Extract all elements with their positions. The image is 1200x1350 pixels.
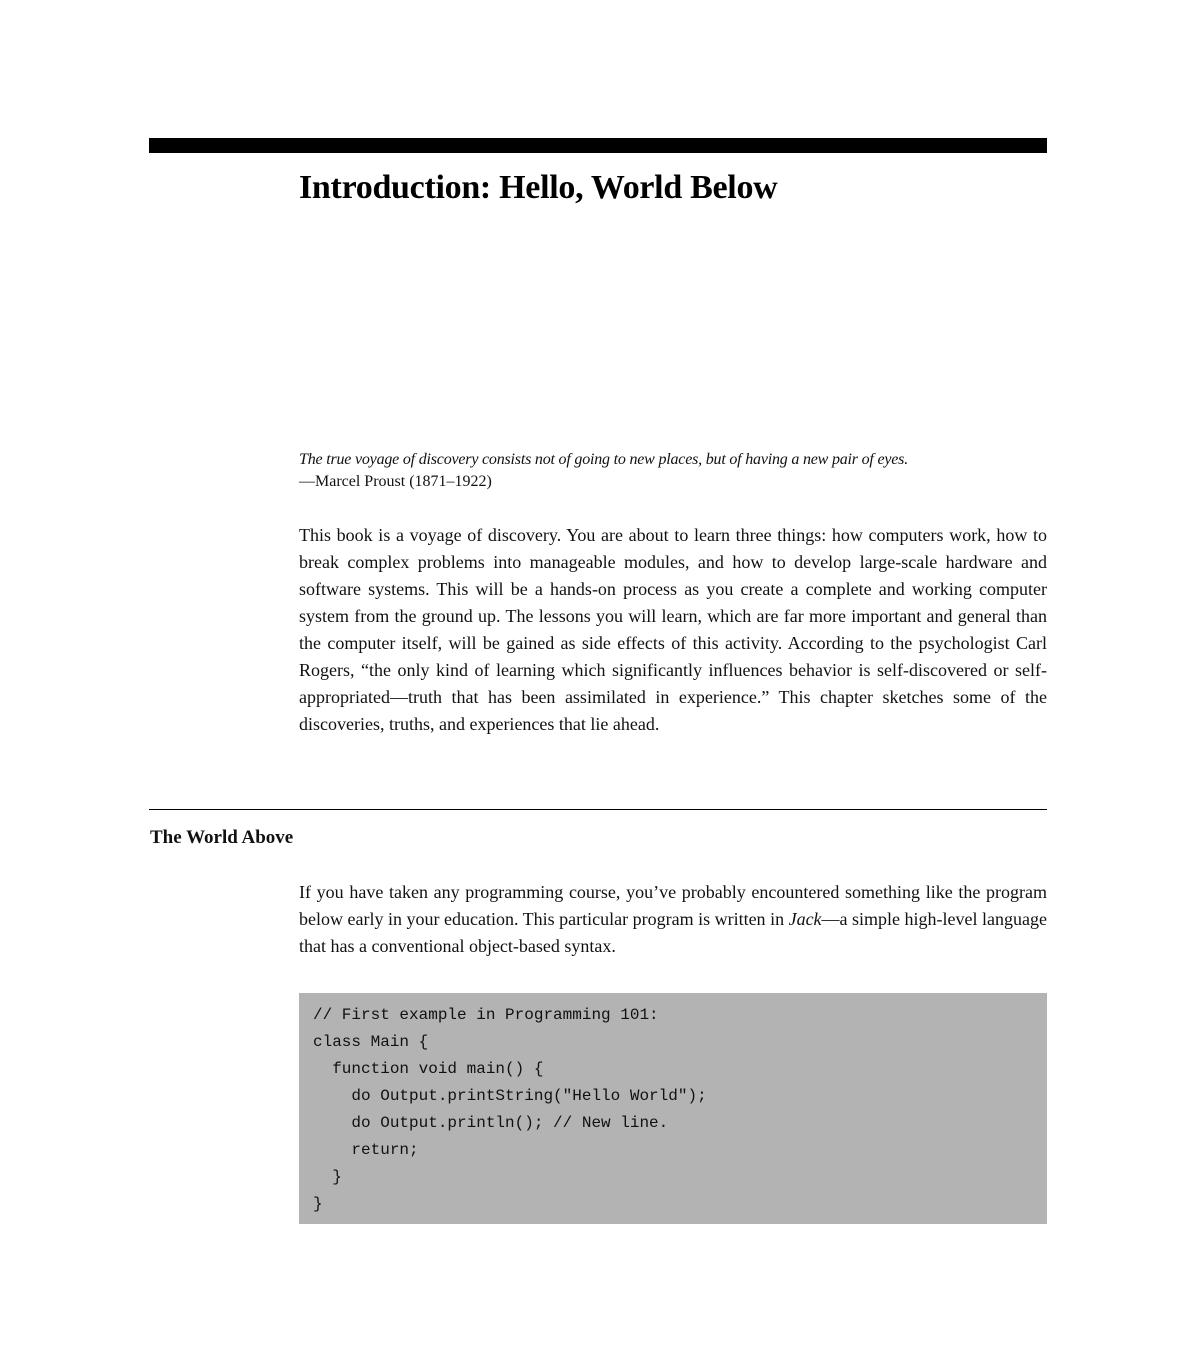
code-line: } bbox=[313, 1195, 323, 1213]
epigraph-quote: The true voyage of discovery consists not of going to new places, but of having a new pair of eyes. bbox=[299, 451, 908, 468]
section-heading: The World Above bbox=[150, 827, 294, 848]
code-line: do Output.println(); // New line. bbox=[313, 1114, 669, 1132]
section-paragraph-text-start: If you have taken any programming course, you’ve probably encountered something like the program below early in your education. This particular program is written in bbox=[299, 882, 1047, 929]
code-line: function void main() { bbox=[313, 1060, 544, 1078]
intro-paragraph: This book is a voyage of discovery. You are about to learn three things: how computers work, how to break complex problems into manageable modules, and how to develop large-scale hardware and software systems. This will be a hands-on process as you create a complete and working computer system from the ground up. The lessons you will learn, which are far more important and general than the computer itself, will be gained as side effects of this activity. According to the psychologist Carl Rogers, “the only kind of learning which significantly influences behavior is self-discovered or self-appropriated—truth that has been assimilated in experience.” This chapter sketches some of the discoveries, truths, and experiences that lie ahead. bbox=[299, 525, 1047, 734]
section-paragraph-text-end: —a simple high-level language that has a conventional object-based syntax. bbox=[299, 909, 1047, 956]
code-line: } bbox=[313, 1168, 342, 1186]
section-divider bbox=[149, 809, 1047, 810]
epigraph-attribution: —Marcel Proust (1871–1922) bbox=[299, 473, 492, 490]
chapter-title: Introduction: Hello, World Below bbox=[299, 169, 778, 206]
code-line: return; bbox=[313, 1141, 419, 1159]
code-line: // First example in Programming 101: bbox=[313, 1006, 659, 1024]
section-paragraph bbox=[299, 879, 1047, 960]
jack-language-emphasis: Jack bbox=[788, 909, 822, 929]
chapter-top-rule bbox=[149, 138, 1047, 153]
code-line: do Output.printString("Hello World"); bbox=[313, 1087, 707, 1105]
code-listing bbox=[299, 993, 1047, 1224]
epigraph bbox=[299, 449, 1059, 493]
code-line: class Main { bbox=[313, 1033, 429, 1051]
